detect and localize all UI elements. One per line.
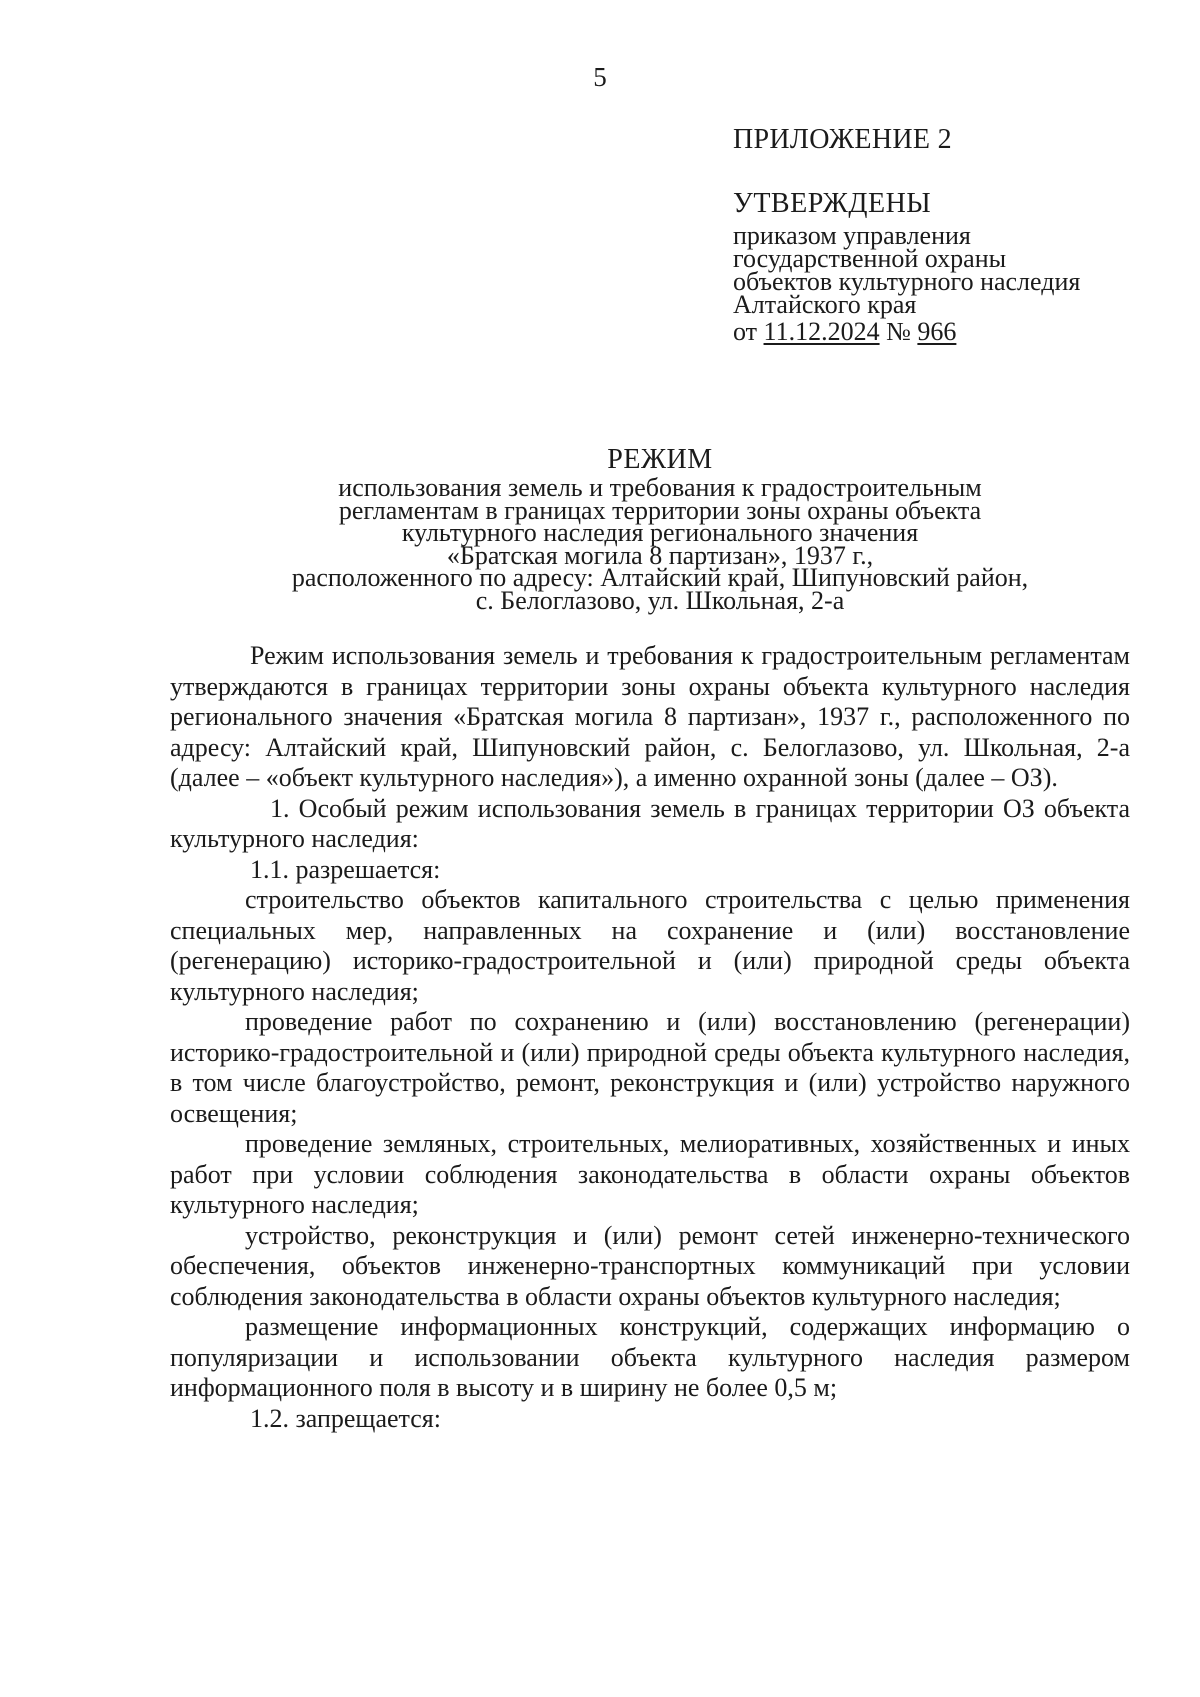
allowed-item: проведение земляных, строительных, мелиоративных, хозяйственных и иных работ при условии соблюдения законодательства в области охраны объектов культурного наследия; bbox=[170, 1129, 1130, 1219]
allowed-item: проведение работ по сохранению и (или) восстановлению (регенерации) историко-градостроительной и (или) природной среды объекта культурного наследия, в том числе благоустройство, ремонт, реконструкция и (или) устройство наружного освещения; bbox=[170, 1007, 1130, 1128]
title-main: РЕЖИМ bbox=[607, 444, 713, 475]
section-1-heading: 1. Особый режим использования земель в границах территории ОЗ объекта культурного наследия: bbox=[170, 793, 1130, 853]
order-prefix: от bbox=[733, 317, 758, 346]
approval-block bbox=[733, 188, 1081, 346]
title-line: с. Белоглазово, ул. Школьная, 2-а bbox=[475, 585, 845, 615]
approval-line: государственной охраны bbox=[733, 244, 1007, 273]
order-number: 966 bbox=[917, 317, 957, 346]
page-number: 5 bbox=[593, 62, 607, 92]
document-body bbox=[170, 641, 1130, 1434]
approval-line: приказом управления bbox=[733, 221, 971, 250]
approval-line: Алтайского края bbox=[733, 290, 917, 319]
subsection-1-2-heading: 1.2. запрещается: bbox=[250, 1403, 441, 1433]
allowed-item: строительство объектов капитального строительства с целью применения специальных мер, направленных на сохранение и (или) восстановление (регенерацию) историко-градостроительной и (или) природной среды объекта культурного наследия; bbox=[170, 885, 1130, 1006]
approval-line: объектов культурного наследия bbox=[733, 267, 1081, 296]
allowed-item: размещение информационных конструкций, содержащих информацию о популяризации и использовании объекта культурного наследия размером информационного поля в высоту и в ширину не более 0,5 м; bbox=[170, 1312, 1130, 1402]
allowed-item: устройство, реконструкция и (или) ремонт сетей инженерно-технического обеспечения, объектов инженерно-транспортных коммуникаций при условии соблюдения законодательства в области охраны объектов культурного наследия; bbox=[170, 1220, 1130, 1311]
approval-title: УТВЕРЖДЕНЫ bbox=[733, 188, 932, 219]
document-title bbox=[200, 444, 1120, 615]
appendix-label: ПРИЛОЖЕНИЕ 2 bbox=[733, 124, 952, 155]
order-date: 11.12.2024 bbox=[763, 317, 880, 346]
order-reference bbox=[733, 317, 1080, 346]
title-line: культурного наследия регионального значения bbox=[401, 518, 919, 547]
order-number-sign: № bbox=[886, 317, 911, 346]
subsection-1-1-heading: 1.1. разрешается: bbox=[250, 854, 441, 884]
intro-paragraph: Режим использования земель и требования к градостроительным регламентам утверждаются в границах территории зоны охраны объекта культурного наследия регионального значения «Братская могила 8 партизан», 1937 г., расположенного по адресу: Алтайский край, Шипуновский район, с. Белоглазово, ул. Школьная, 2-а (далее – «объект культурного наследия»), а именно охранной зоны (далее – ОЗ). bbox=[170, 641, 1130, 792]
title-line: расположенного по адресу: Алтайский край, Шипуновский район, bbox=[291, 563, 1029, 592]
title-line: «Братская могила 8 партизан», 1937 г., bbox=[446, 540, 874, 570]
title-line: использования земель и требования к градостроительным bbox=[338, 473, 982, 502]
title-line: регламентам в границах территории зоны охраны объекта bbox=[338, 495, 982, 525]
